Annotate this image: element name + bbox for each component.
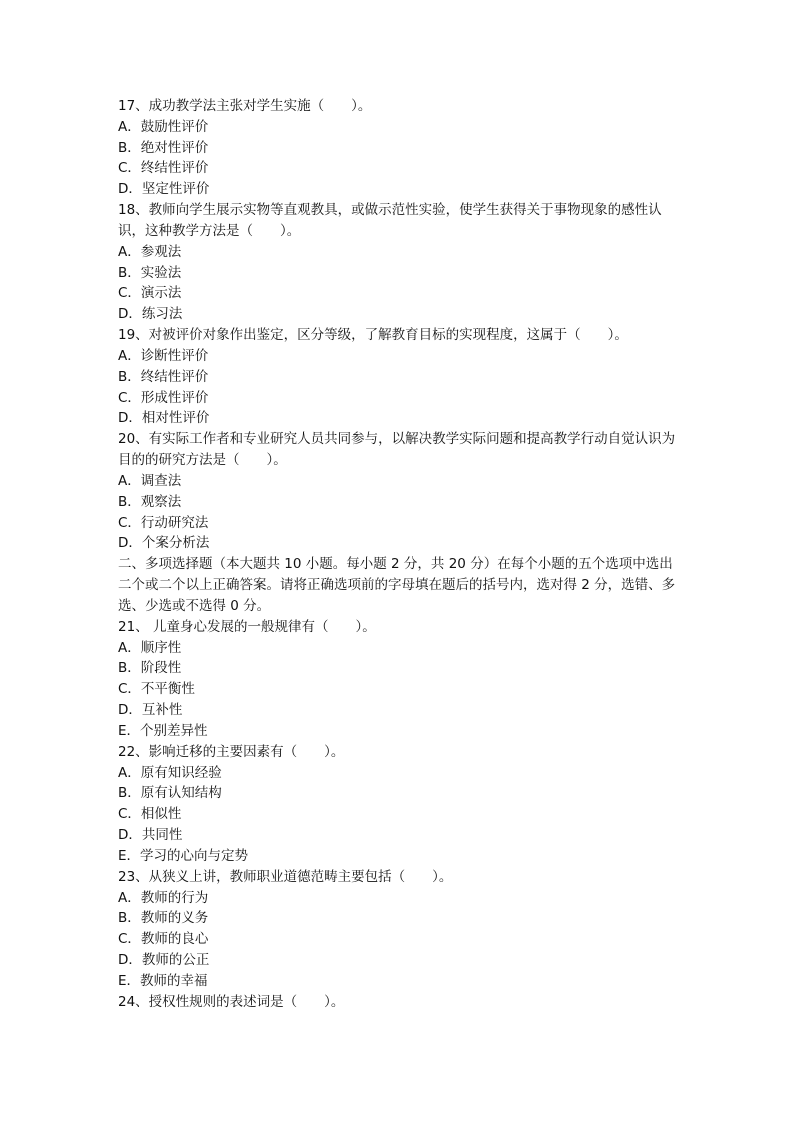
option-a: A．鼓励性评价 [118, 118, 209, 135]
question-stem: 22、影响迁移的主要因素有（ ）。 [118, 743, 345, 760]
question-stem: 20、有实际工作者和专业研究人员共同参与，以解决教学实际问题和提高教学行动自觉认识为目的的研究方法是（ ）。 [118, 431, 676, 469]
question-stem: 23、从狭义上讲，教师职业道德范畴主要包括（ ）。 [118, 868, 453, 885]
option-b: B．终结性评价 [118, 368, 209, 385]
option-e: E．学习的心向与定势 [118, 847, 249, 864]
option-b: B．绝对性评价 [118, 139, 209, 156]
option-c: C．行动研究法 [118, 514, 209, 531]
question-23 [118, 867, 678, 992]
question-17 [118, 96, 678, 200]
option-c: C．教师的良心 [118, 931, 209, 948]
question-20 [118, 429, 678, 554]
option-d: D．共同性 [118, 827, 183, 844]
option-c: C．相似性 [118, 806, 182, 823]
question-18 [118, 200, 678, 325]
option-d: D．个案分析法 [118, 535, 210, 552]
question-stem: 18、教师向学生展示实物等直观教具，或做示范性实验，使学生获得关于事物现象的感性认识，这种教学方法是（ ）。 [118, 202, 662, 239]
option-a: A．诊断性评价 [118, 347, 209, 364]
option-a: A．参观法 [118, 243, 182, 260]
question-21 [118, 617, 678, 742]
option-d: D．坚定性评价 [118, 181, 210, 198]
option-b: B．阶段性 [118, 660, 182, 677]
document-page [118, 96, 678, 1013]
option-c: C．终结性评价 [118, 160, 209, 177]
question-24 [118, 992, 678, 1013]
option-b: B．原有认知结构 [118, 785, 222, 802]
question-22 [118, 742, 678, 867]
question-19 [118, 325, 678, 429]
section-heading-multiple-choice: 二、多项选择题（本大题共 10 小题。每小题 2 分，共 20 分）在每个小题的五个选项中选出二个或二个以上正确答案。请将正确选项前的字母填在题后的括号内，选对得 2 分，选错、多选、少选或不选得 0 分。 [118, 556, 676, 614]
question-stem: 24、授权性规则的表述词是（ ）。 [118, 993, 345, 1010]
option-c: C．形成性评价 [118, 389, 209, 406]
option-b: B．观察法 [118, 493, 182, 510]
question-stem: 17、成功教学法主张对学生实施（ ）。 [118, 98, 372, 114]
question-stem: 19、对被评价对象作出鉴定，区分等级，了解教育目标的实现程度，这属于（ ）。 [118, 327, 628, 344]
option-e: E．教师的幸福 [118, 972, 208, 989]
option-b: B．实验法 [118, 264, 182, 281]
option-e: E．个别差异性 [118, 722, 208, 739]
option-a: A．原有知识经验 [118, 764, 222, 781]
option-d: D．教师的公正 [118, 952, 210, 969]
option-c: C．演示法 [118, 285, 182, 302]
option-c: C．不平衡性 [118, 681, 195, 698]
option-a: A．调查法 [118, 472, 182, 489]
option-d: D．练习法 [118, 306, 183, 323]
option-a: A．顺序性 [118, 639, 182, 656]
option-b: B．教师的义务 [118, 910, 209, 927]
option-d: D．相对性评价 [118, 410, 210, 427]
option-d: D．互补性 [118, 702, 183, 719]
question-stem: 21、 儿童身心发展的一般规律有（ ）。 [118, 618, 376, 635]
option-a: A．教师的行为 [118, 889, 209, 906]
